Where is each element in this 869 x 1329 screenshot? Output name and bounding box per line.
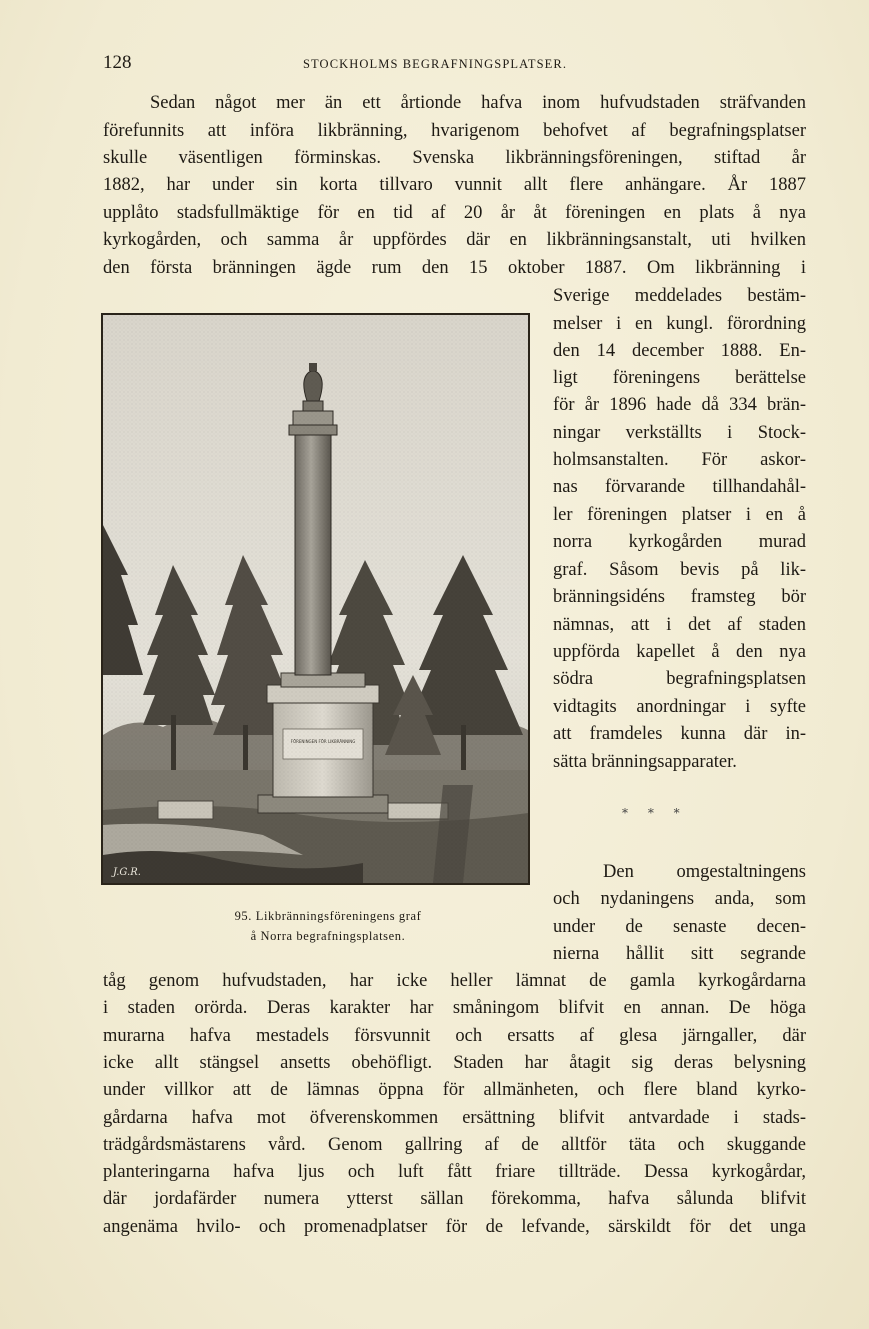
- text-line: kyrkogården, och samma år uppfördes där en likbränningsanstalt, uti hvilken: [103, 230, 806, 250]
- text-line: i staden orörda. Deras karakter har småningom blifvit en annan. De höga: [103, 998, 806, 1018]
- text-line: graf. Såsom bevis på lik-: [553, 560, 806, 580]
- text-line: förefunnits att införa likbränning, hvarigenom behofvet af begrafningsplatser: [103, 121, 806, 141]
- text-line: ler föreningen platser i en å: [553, 505, 806, 525]
- running-head: STOCKHOLMS BEGRAFNINGSPLATSER.: [303, 57, 568, 71]
- figure-caption-line: 95. Likbränningsföreningens graf: [234, 909, 422, 923]
- monument-photograph: [101, 313, 530, 885]
- text-line: för år 1896 hade då 334 brän-: [553, 395, 806, 415]
- text-line: angenäma hvilo- och promenadplatser för de lefvande, särskildt för det unga: [103, 1217, 806, 1237]
- text-line: sätta bränningsapparater.: [553, 752, 737, 772]
- text-line: under villkor att de lämnas öppna för allmänheten, och flere bland kyrko-: [103, 1080, 806, 1100]
- text-line: södra begrafningsplatsen: [553, 669, 806, 689]
- text-line: och nydaningens anda, som: [553, 889, 806, 909]
- text-line: den första bränningen ägde rum den 15 oktober 1887. Om likbränning i: [103, 258, 806, 278]
- text-line: planteringarna hafva ljus och luft fått friare tillträde. Dessa kyrkogårdar,: [103, 1162, 806, 1182]
- text-line: tåg genom hufvudstaden, har icke heller lämnat de gamla kyrkogårdarna: [103, 971, 806, 991]
- text-line: uppförda kapellet å den nya: [553, 642, 806, 662]
- text-line: skulle väsentligen förminskas. Svenska likbränningsföreningen, stiftad år: [103, 148, 806, 168]
- text-line: 1882, har under sin korta tillvaro vunnit allt flere anhängare. År 1887: [103, 175, 806, 195]
- monument-illustration: [103, 315, 528, 883]
- text-line: Den omgestaltningens: [603, 862, 806, 882]
- text-line: ningar verkställts i Stock-: [553, 423, 806, 443]
- text-line: norra kyrkogården murad: [553, 532, 806, 552]
- figure-caption-line: å Norra begrafningsplatsen.: [250, 929, 406, 943]
- text-line: nierna hållit sitt segrande: [553, 944, 806, 964]
- text-line: trädgårdsmästarens vård. Genom gallring af de alltför täta och skuggande: [103, 1135, 806, 1155]
- text-line: under de senaste decen-: [553, 917, 806, 937]
- artist-signature: J.G.R.: [113, 867, 141, 878]
- page-header: [103, 52, 806, 76]
- text-line: upplåto stadsfullmäktige för en tid af 20 år åt föreningen en plats å nya: [103, 203, 806, 223]
- text-line: där jordafärder numera ytterst sällan förekomma, hafva sålunda blifvit: [103, 1189, 806, 1209]
- text-line: Sedan något mer än ett årtionde hafva inom hufvudstaden sträfvanden: [150, 93, 806, 113]
- text-line: nas förvarande tillhandahål-: [553, 477, 806, 497]
- text-line: Sverige meddelades bestäm-: [553, 286, 806, 306]
- text-line: icke allt stängsel ansetts obehöfligt. Staden har åtagit sig deras belysning: [103, 1053, 806, 1073]
- section-separator: * * *: [622, 806, 688, 820]
- text-line: bränningsidéns framsteg bör: [553, 587, 806, 607]
- text-line: nämnas, att i det af staden: [553, 615, 806, 635]
- text-line: gårdarna hafva mot öfverenskommen ersättning blifvit antvardade i stads-: [103, 1108, 806, 1128]
- text-line: att framdeles kunna där in-: [553, 724, 806, 744]
- page-number: 128: [103, 52, 132, 73]
- text-line: den 14 december 1888. En-: [553, 341, 806, 361]
- text-line: holmsanstalten. För askor-: [553, 450, 806, 470]
- text-line: vidtagits anordningar i syfte: [553, 697, 806, 717]
- text-line: melser i en kungl. förordning: [553, 314, 806, 334]
- text-line: murarna hafva mestadels försvunnit och ersatts af glesa järngaller, där: [103, 1026, 806, 1046]
- text-line: ligt föreningens berättelse: [553, 368, 806, 388]
